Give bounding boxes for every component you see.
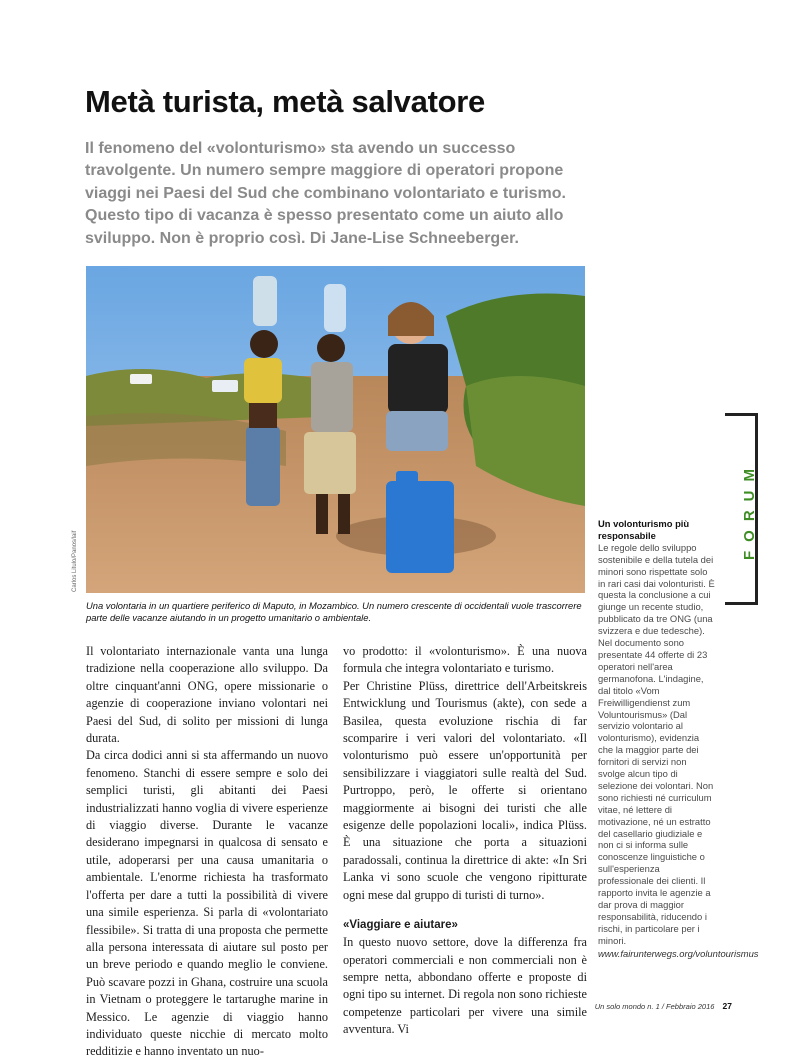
body-paragraph: Per Christine Plüss, direttrice dell'Arbeitskreis Entwicklung und Tourismus (akte), con sede a Basilea, questa evoluzione rischia di far scomparire i veri valori del volontariato. «Il volonturismo può essere un'opportunità per sensibilizzare i viaggiatori sulle realtà del Sud. Purtroppo, però, le offerte si orientano maggiormente ai bisogni dei turisti che alle esigenze delle popolazioni locali», indica Plüss. È una situazione che porta a situazioni paradossali, continua la direttrice di akte: «In Sri Lanka vi sono scuole che vengono ripitturate ogni mese dal gruppo di turisti di turno». bbox=[343, 678, 587, 902]
body-paragraph: Il volontariato internazionale vanta una lunga tradizione nella cooperazione allo sviluppo. Da oltre cinquant'anni ONG, opere missionarie o agenzie di cooperazione inviano volontari nei Paesi del Sud, di solito per missioni di lunga durata. bbox=[86, 644, 328, 746]
body-paragraph: In questo nuovo settore, dove la differenza fra operatori commerciali e non commerciali non è sempre netta, abbondano offerte e proposte di ogni tipo su internet. Di regola non sono richieste competenze particolari per vivere una simile avventura. Vi bbox=[343, 935, 587, 1037]
article-photo bbox=[86, 266, 585, 593]
body-paragraph: Da circa dodici anni si sta affermando un nuovo fenomeno. Stanchi di essere sempre e solo dei semplici turisti, gli abitanti dei Paesi industrializzati hanno voglia di vivere esperienze di viaggio diverse. Durante le vacanze desiderano impegnarsi in qualcosa di sensato e utile, adoperarsi per una causa umanitaria o ambientale. L'enorme richiesta ha trasformato l'offerta per dare a tutti la possibilità di vivere una simile esperienza. Si parla di «volontariato flessibile». Si tratta di una proposta che permette alla persona interessata di aiutare sul posto per un breve periodo e quando meglio le conviene. Può scavare pozzi in Ghana, costruire una scuola in Vietnam o proteggere le tartarughe marine in Messico. Le agenzie di viaggio hanno individuato queste nicchie di mercato molto redditizie e hanno inventato un nuo- bbox=[86, 748, 328, 1059]
issue-label: Un solo mondo n. 1 / Febbraio 2016 bbox=[594, 1002, 715, 1011]
body-paragraph: vo prodotto: il «volonturismo». È una nuova formula che integra volontariato e turismo. bbox=[343, 644, 587, 676]
article-column-2 bbox=[343, 643, 587, 1039]
section-tab-label: FORUM bbox=[741, 460, 758, 560]
article-title: Metà turista, metà salvatore bbox=[85, 84, 485, 119]
page-footer bbox=[560, 1001, 732, 1011]
article-lead: Il fenomeno del «volonturismo» sta avendo un successo travolgente. Un numero sempre maggiore di operatori propone viaggi nei Paesi del Sud che combinano volontariato e turismo. Questo tipo di vacanza è spesso presentato come un aiuto allo sviluppo. Non è proprio così. Di Jane-Lise Schneeberger. bbox=[85, 140, 566, 247]
photo-credit: Carlos Litulo/Panos/laif bbox=[72, 530, 78, 592]
page-number: 27 bbox=[722, 1001, 732, 1011]
section-subheading: «Viaggiare e aiutare» bbox=[343, 919, 458, 932]
sidebar-title: Un volonturismo più responsabile bbox=[598, 518, 690, 541]
photo-caption: Una volontaria in un quartiere periferico di Maputo, in Mozambico. Un numero crescente di occidentali vuole trascorrere parte delle vacanze aiutando in un progetto umanitario o ambientale. bbox=[86, 600, 582, 623]
sidebar-text: Le regole dello sviluppo sostenibile e della tutela dei minori sono rispettate solo in rari casi dai volonturisti. È questa la conclusione a cui giunge un recente studio, pubblicato da tre ONG (una svizzera e due tedesche). Nel documento sono presentate 44 offerte di 23 operatori nell'area germanofona. L'indagine, dal titolo «Vom Freiwilligendienst zum Voluntourismus» (Dal servizio volontario al volonturismo), evidenzia che la maggior parte dei fornitori di servizi non svolge alcun tipo di selezione dei volontari. Non sono richiesti né curriculum vitae, né lettere di motivazione, né un estratto del casellario giudiziale e non ci si informa sulle conoscenze linguistiche o sull'esperienza professionale dei clienti. Il rapporto invita le agenzie a dar prova di maggior responsabilità, riducendo i rischi, in particolare per i minori. bbox=[598, 541, 715, 946]
article-column-1 bbox=[86, 643, 328, 1061]
sidebar-link[interactable]: www.fairunterwegs.org/voluntourismus bbox=[598, 947, 759, 959]
sidebar-box bbox=[598, 518, 759, 960]
